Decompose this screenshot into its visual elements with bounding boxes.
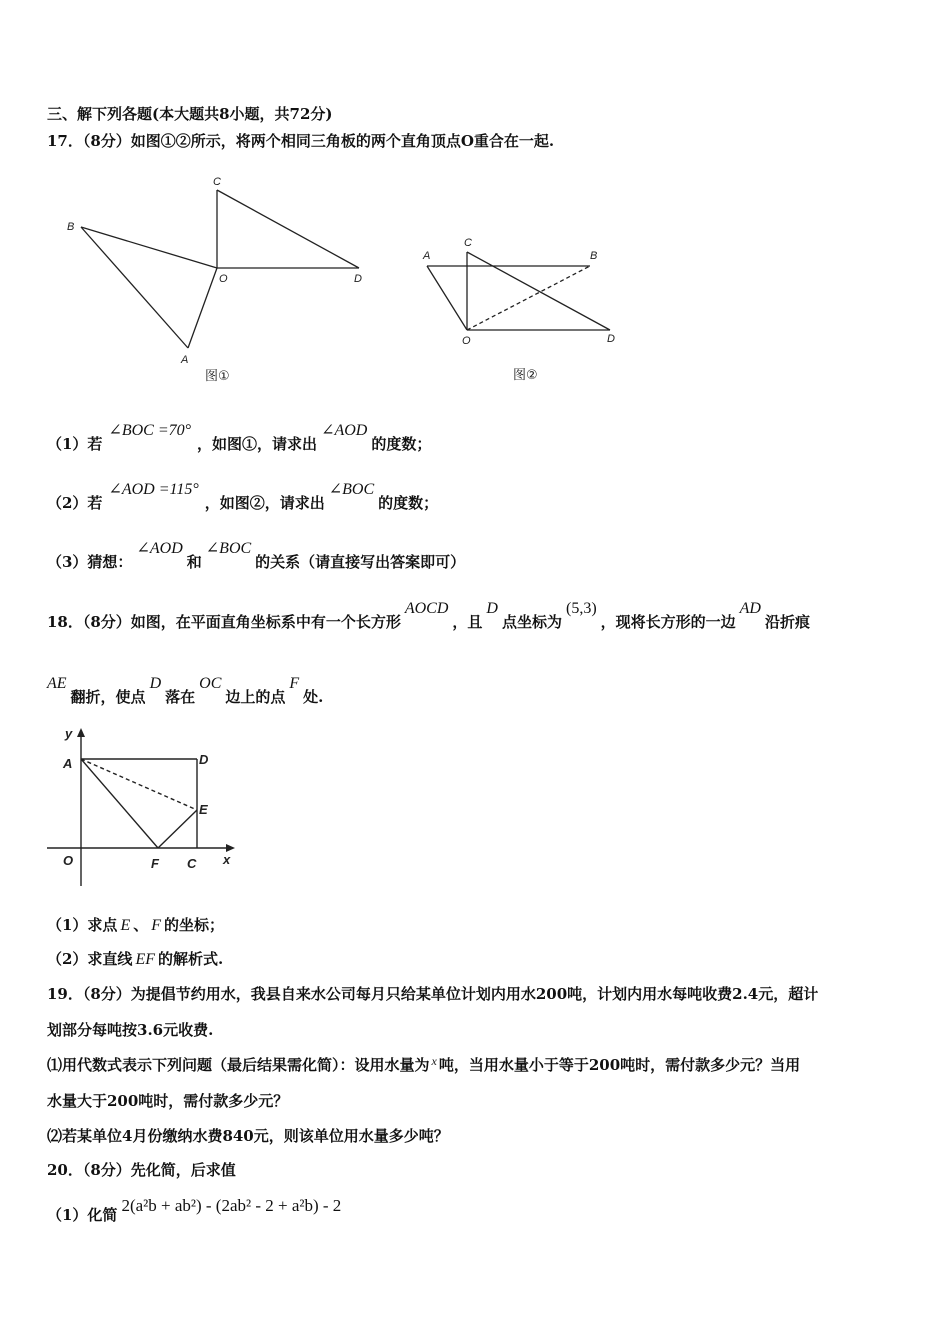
segment-CD	[217, 190, 359, 268]
q17-part-3: （3）猜想：∠AOD和∠BOC的关系（请直接写出答案即可）	[47, 540, 466, 571]
label-F: F	[151, 856, 159, 871]
label-B: B	[67, 221, 75, 233]
figure-1-caption: 图①	[205, 368, 230, 383]
segment-BO	[81, 227, 217, 268]
segment-AO	[188, 268, 217, 348]
label-C: C	[464, 237, 472, 249]
figure-2-caption: 图②	[513, 367, 538, 382]
label-x: x	[223, 852, 231, 867]
label-D: D	[607, 333, 615, 345]
label-E: E	[199, 802, 208, 817]
segment-AE-dashed	[81, 759, 197, 810]
q17-stem: 17．（8分）如图①②所示，将两个相同三角板的两个直角顶点O重合在一起.	[47, 132, 555, 150]
q19-stem-line-2: 划部分每吨按3.6元收费.	[47, 1021, 214, 1039]
segment-BA	[81, 227, 188, 348]
label-y: y	[65, 726, 73, 741]
label-B: B	[590, 250, 598, 262]
q18-stem-line-2: AE翻折，使点D落在OC边上的点F处.	[47, 675, 324, 706]
q17-part-1: （1）若∠BOC =70°，如图①，请求出∠AOD的度数；	[47, 422, 432, 453]
q19-part-1-line-2: 水量大于200吨时，需付款多少元？	[47, 1092, 289, 1110]
label-O: O	[219, 273, 228, 285]
q18-figure	[45, 722, 245, 892]
q18-stem-line-1: 18．（8分）如图，在平面直角坐标系中有一个长方形AOCD，且D点坐标为(5,3)，现将长方形的一边AD沿折痕	[47, 600, 810, 631]
label-O: O	[63, 853, 74, 868]
x-axis-arrow	[226, 844, 235, 852]
label-C: C	[213, 176, 221, 188]
q17-figure-2	[415, 232, 635, 392]
label-O: O	[462, 335, 471, 347]
q19-part-1-line-1: ⑴用代数式表示下列问题（最后结果需化简）：设用水量为 $^x$ 吨，当用水量小于等于200吨时，需付款多少元？当用	[47, 1054, 801, 1074]
segment-AO	[427, 266, 467, 330]
q18-part-1: （1）求点 E 、 F 的坐标；	[47, 916, 225, 934]
label-A: A	[63, 756, 73, 771]
q20-stem: 20．（8分）先化简，后求值	[47, 1161, 236, 1179]
q17-figure-1	[55, 170, 385, 390]
segment-OB-dashed	[467, 266, 590, 330]
y-axis-arrow	[77, 728, 85, 737]
q18-part-2: （2）求直线 EF 的解析式.	[47, 950, 224, 968]
section-heading: 三、解下列各题(本大题共8小题，共72分)	[47, 105, 333, 123]
label-A: A	[181, 354, 189, 366]
q20-expression: 2(a²b + ab²) - (2ab² - 2 + a²b) - 2	[121, 1196, 342, 1215]
q17-part-2: （2）若∠AOD =115°，如图②，请求出∠BOC的度数；	[47, 481, 439, 512]
q19-stem-line-1: 19．（8分）为提倡节约用水，我县自来水公司每月只给某单位计划内用水200吨，计划内用水每吨收费2.4元，超计	[47, 985, 819, 1003]
label-D: D	[199, 752, 209, 767]
label-A: A	[423, 250, 431, 262]
segment-AF	[81, 759, 158, 848]
label-D: D	[354, 273, 362, 285]
segment-FE	[158, 810, 197, 848]
label-C: C	[187, 856, 197, 871]
q20-part-1: （1）化简 2(a²b + ab²) - (2ab² - 2 + a²b) - 2	[47, 1196, 342, 1224]
q19-part-2: ⑵若某单位4月份缴纳水费840元，则该单位用水量多少吨？	[47, 1127, 449, 1145]
